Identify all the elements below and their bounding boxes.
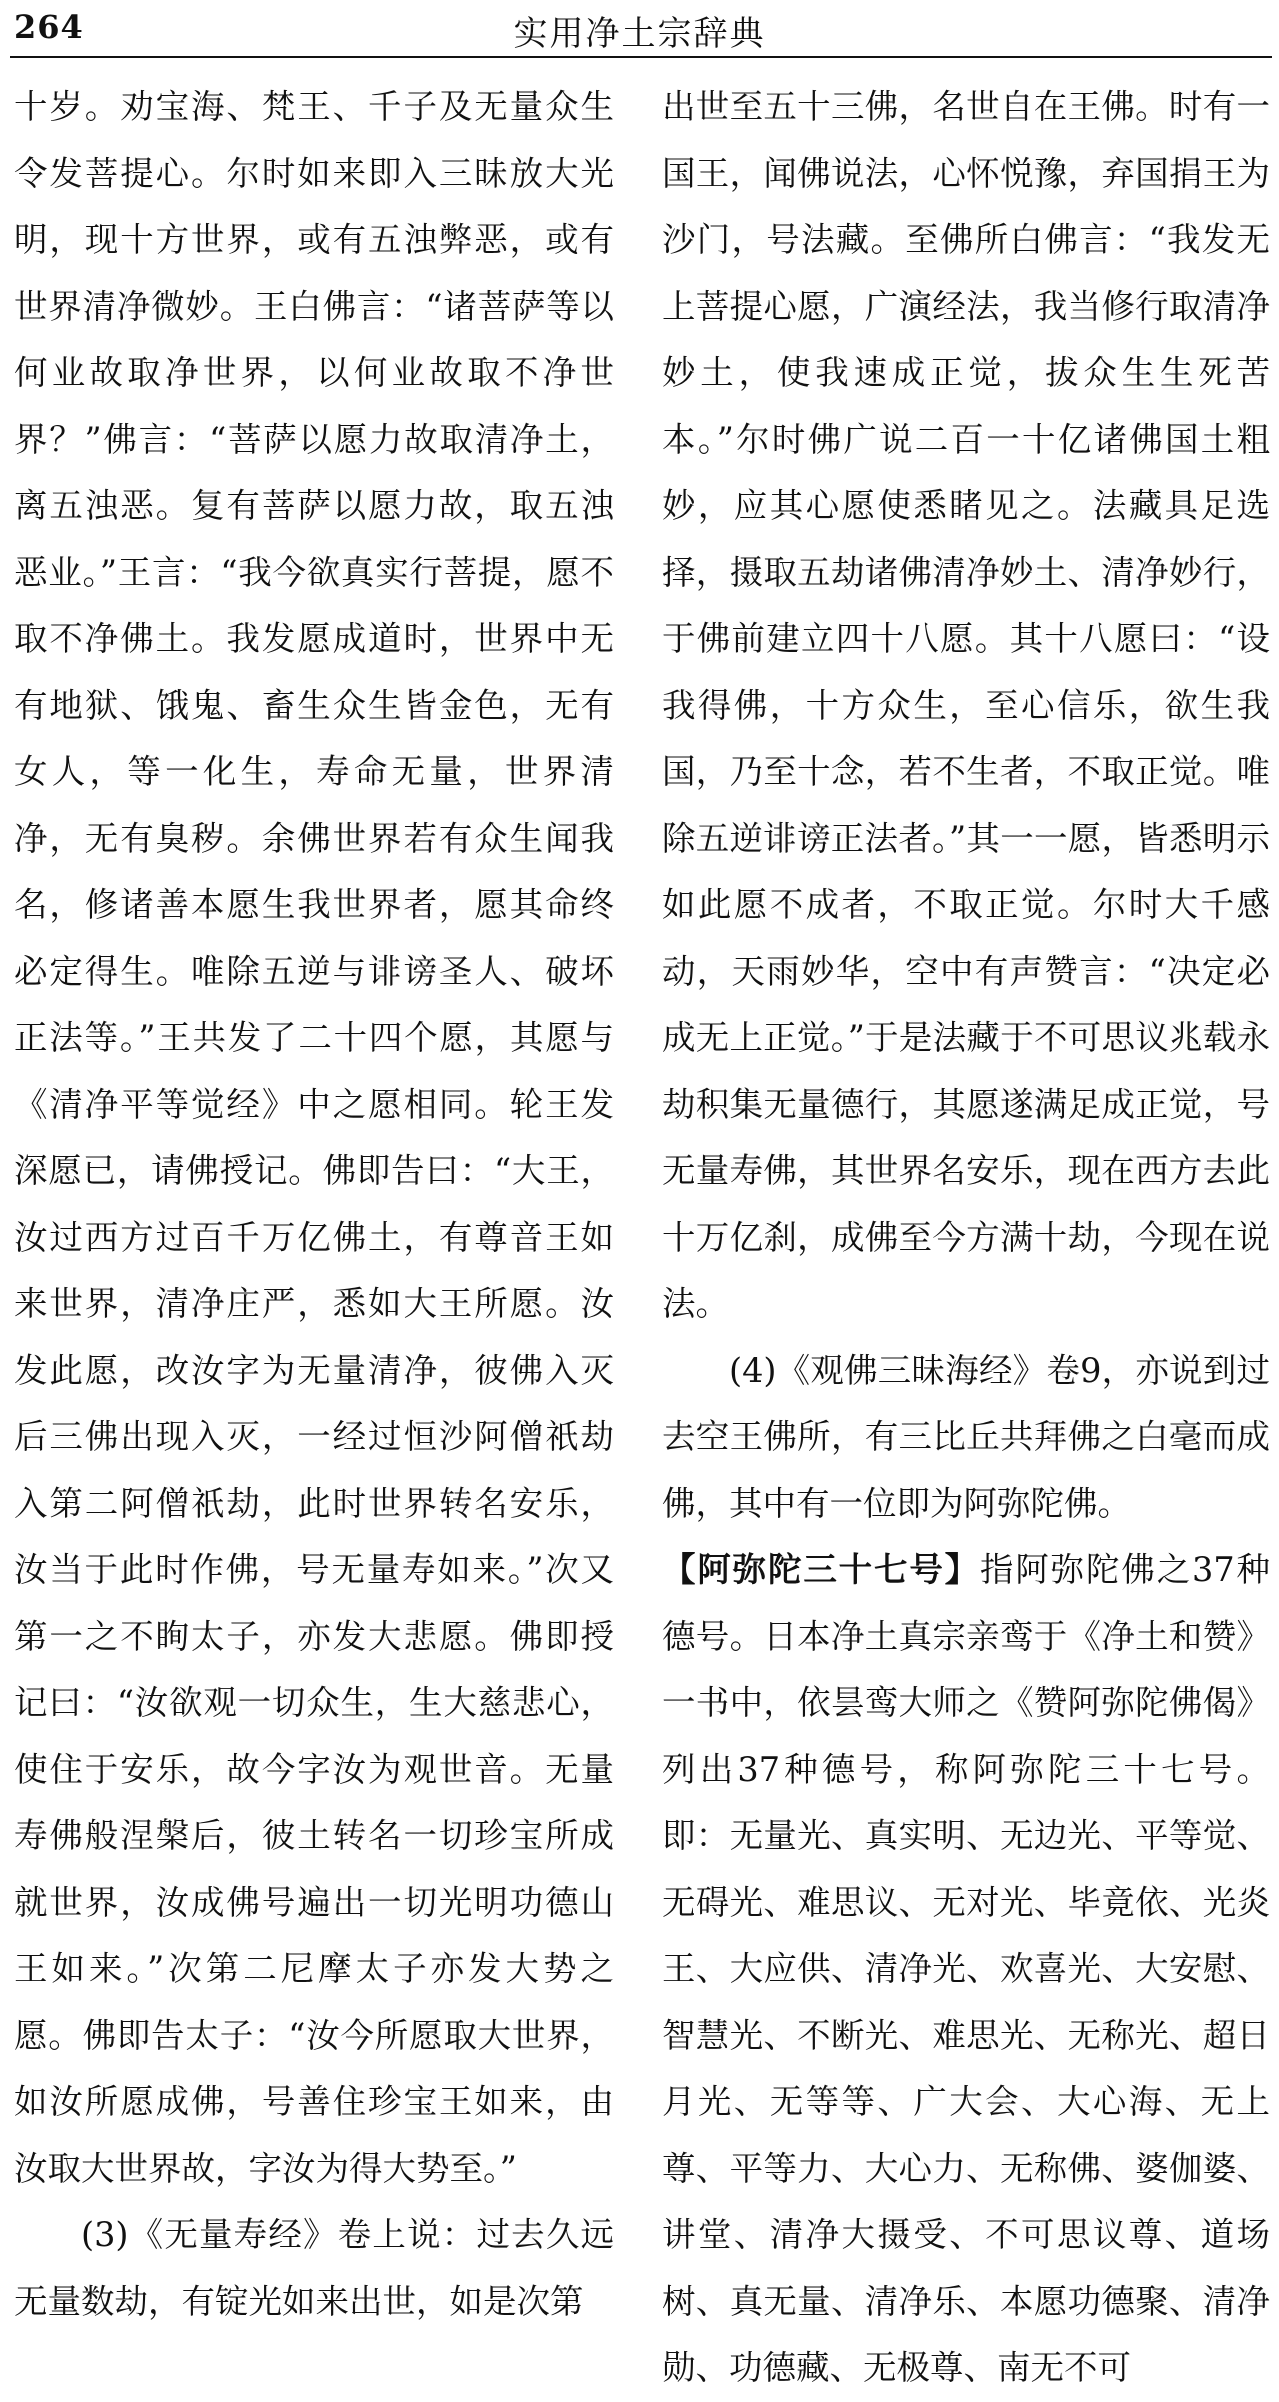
header-rule [10, 56, 1272, 58]
page-number: 264 [14, 8, 84, 46]
entry-headword: 【阿弥陀三十七号】 [662, 1550, 981, 1589]
page-header [0, 0, 1279, 62]
running-title: 实用净土宗辞典 [513, 14, 766, 54]
right-column [662, 74, 1270, 2402]
left-paragraph-1: 十岁。劝宝海、梵王、千子及无量众生令发菩提心。尔时如来即入三昧放大光明，现十方世界，或有五浊弊恶，或有世界清净微妙。王白佛言：“诸菩萨等以何业故取净世界，以何业故取不净世界？”佛言：“菩萨以愿力故取清净土，离五浊恶。复有菩萨以愿力故，取五浊恶业。”王言：“我今欲真实行菩提，愿不取不净佛土。我发愿成道时，世界中无有地狱、饿鬼、畜生众生皆金色，无有女人，等一化生，寿命无量，世界清净，无有臭秽。余佛世界若有众生闻我名，修诸善本愿生我世界者，愿其命终必定得生。唯除五逆与诽谤圣人、破坏正法等。”王共发了二十四个愿，其愿与《清净平等觉经》中之愿相同。轮王发深愿已，请佛授记。佛即告曰：“大王，汝过西方过百千万亿佛土，有尊音王如来世界，清净庄严，悉如大王所愿。汝发此愿，改汝字为无量清净，彼佛入灭后三佛出现入灭，一经过恒沙阿僧祇劫入第二阿僧祇劫，此时世界转名安乐，汝当于此时作佛，号无量寿如来。”次又第一之不眴太子，亦发大悲愿。佛即授记曰：“汝欲观一切众生，生大慈悲心，使住于安乐，故今字汝为观世音。无量寿佛般涅槃后，彼土转名一切珍宝所成就世界，汝成佛号遍出一切光明功德山王如来。”次第二尼摩太子亦发大势之愿。佛即告太子：“汝今所愿取大世界，如汝所愿成佛，号善住珍宝王如来，由汝取大世界故，字汝为得大势至。” [14, 87, 614, 2188]
entry-text: 指阿弥陀佛之37种德号。日本净土真宗亲鸾于《净土和赞》一书中，依昙鸾大师之《赞阿弥陀佛偈》列出37种德号，称阿弥陀三十七号。即：无量光、真实明、无边光、平等觉、无碍光、难思议、无对光、毕竟依、光炎王、大应供、清净光、欢喜光、大安慰、智慧光、不断光、难思光、无称光、超日月光、无等等、广大会、大心海、无上尊、平等力、大心力、无称佛、婆伽婆、讲堂、清净大摄受、不可思议尊、道场树、真无量、清净乐、本愿功德聚、清净勋、功德藏、无极尊、南无不可 [662, 1550, 1270, 2387]
right-paragraph-2: (4)《观佛三昧海经》卷9，亦说到过去空王佛所，有三比丘共拜佛之白毫而成佛，其中有一位即为阿弥陀佛。 [662, 1350, 1270, 1523]
left-column [14, 74, 614, 2335]
left-paragraph-2: (3)《无量寿经》卷上说：过去久远无量数劫，有锭光如来出世，如是次第 [14, 2215, 614, 2321]
right-paragraph-1: 出世至五十三佛，名世自在王佛。时有一国王，闻佛说法，心怀悦豫，弃国捐王为沙门，号法藏。至佛所白佛言：“我发无上菩提心愿，广演经法，我当修行取清净妙土，使我速成正觉，拔众生生死苦本。”尔时佛广说二百一十亿诸佛国土粗妙，应其心愿使悉睹见之。法藏具足选择，摄取五劫诸佛清净妙土、清净妙行，于佛前建立四十八愿。其十八愿曰：“设我得佛，十方众生，至心信乐，欲生我国，乃至十念，若不生者，不取正觉。唯除五逆诽谤正法者。”其一一愿，皆悉明示如此愿不成者，不取正觉。尔时大千感动，天雨妙华，空中有声赞言：“决定必成无上正觉。”于是法藏于不可思议兆载永劫积集无量德行，其愿遂满足成正觉，号无量寿佛，其世界名安乐，现在西方去此十万亿刹，成佛至今方满十劫，今现在说法。 [662, 87, 1270, 1323]
dictionary-entry [662, 1537, 1270, 2402]
